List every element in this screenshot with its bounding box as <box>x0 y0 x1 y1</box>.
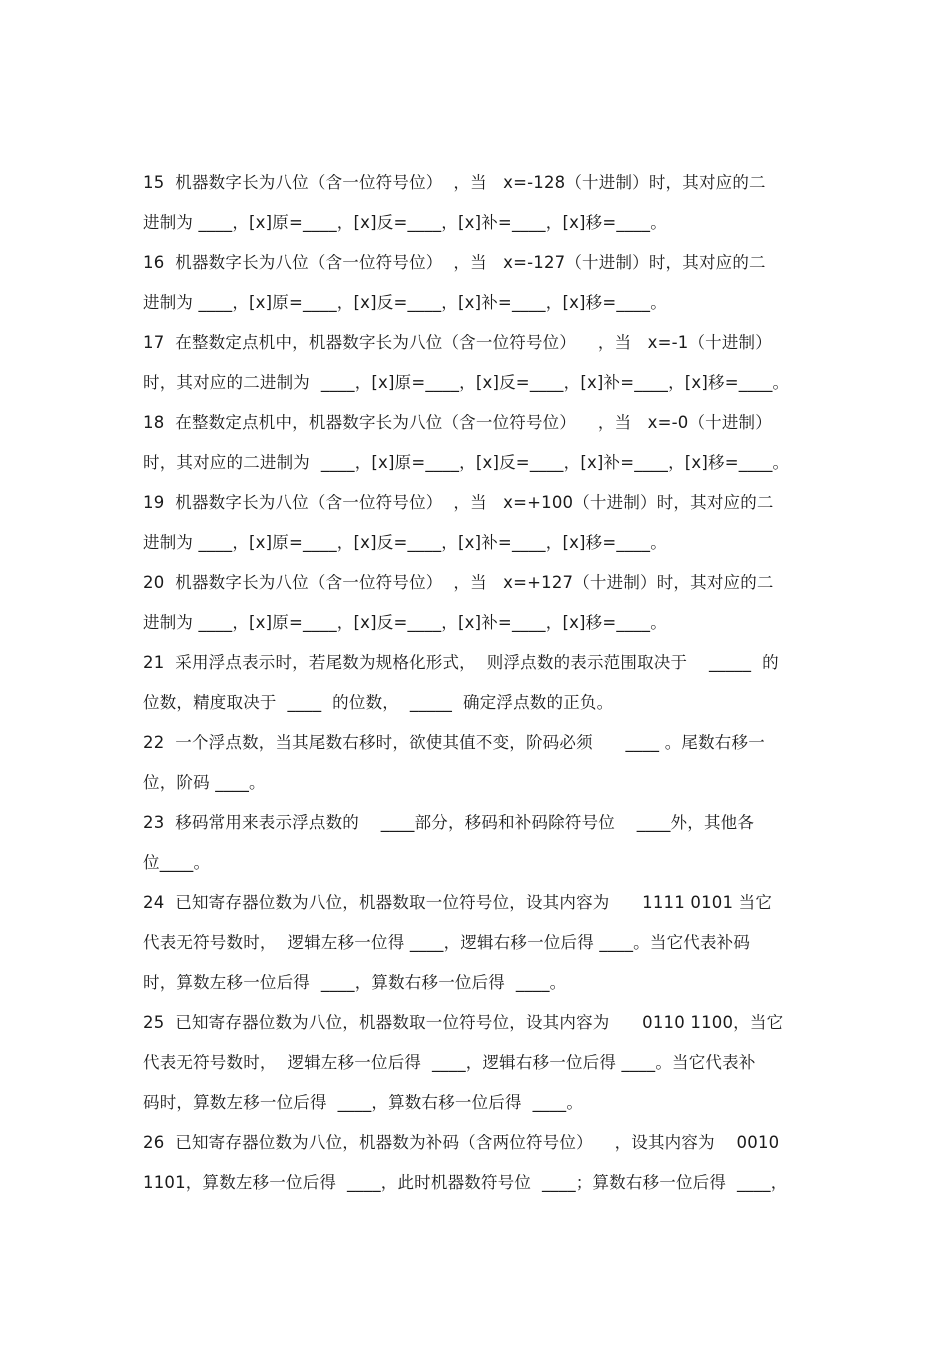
question-20-line-2: 进制为 ____，[x]原=____，[x]反=____，[x]补=____，[x]移=____。 <box>143 613 667 632</box>
question-22-line-2: 位，阶码 ____。 <box>143 773 266 792</box>
question-21-line-1: 21 采用浮点表示时，若尾数为规格化形式， 则浮点数的表示范围取决于 _____ 的 <box>143 653 779 672</box>
question-21-line-2: 位数，精度取决于 ____ 的位数， _____ 确定浮点数的正负。 <box>143 693 614 712</box>
question-25-line-1: 25 已知寄存器位数为八位，机器数取一位符号位，设其内容为 0110 1100，当它 <box>143 1013 784 1032</box>
question-25-line-2: 代表无符号数时， 逻辑左移一位后得 ____，逻辑右移一位后得 ____。当它代表补 <box>143 1053 756 1072</box>
question-18-line-1: 18 在整数定点机中，机器数字长为八位（含一位符号位） ，当 x=-0（十进制） <box>143 413 772 432</box>
question-17-line-1: 17 在整数定点机中，机器数字长为八位（含一位符号位） ，当 x=-1（十进制） <box>143 333 772 352</box>
question-20-line-1: 20 机器数字长为八位（含一位符号位） ，当 x=+127（十进制）时，其对应的二 <box>143 573 774 592</box>
question-17-line-2: 时，其对应的二进制为 ____，[x]原=____，[x]反=____，[x]补=____，[x]移=____。 <box>143 373 790 392</box>
question-15-line-1: 15 机器数字长为八位（含一位符号位） ，当 x=-128（十进制）时，其对应的二 <box>143 173 766 192</box>
question-19-line-1: 19 机器数字长为八位（含一位符号位） ，当 x=+100（十进制）时，其对应的二 <box>143 493 774 512</box>
question-18-line-2: 时，其对应的二进制为 ____，[x]原=____，[x]反=____，[x]补=____，[x]移=____。 <box>143 453 790 472</box>
question-23-line-2: 位____。 <box>143 853 211 872</box>
question-24-line-1: 24 已知寄存器位数为八位，机器数取一位符号位，设其内容为 1111 0101 当它 <box>143 893 773 912</box>
question-15-line-2: 进制为 ____，[x]原=____，[x]反=____，[x]补=____，[x]移=____。 <box>143 213 667 232</box>
question-24-line-2: 代表无符号数时， 逻辑左移一位得 ____，逻辑右移一位后得 ____。当它代表补码 <box>143 933 751 952</box>
question-23-line-1: 23 移码常用来表示浮点数的 ____部分，移码和补码除符号位 ____外，其他各 <box>143 813 755 832</box>
question-24-line-3: 时，算数左移一位后得 ____，算数右移一位后得 ____。 <box>143 973 567 992</box>
question-16-line-2: 进制为 ____，[x]原=____，[x]反=____，[x]补=____，[x]移=____。 <box>143 293 667 312</box>
question-22-line-1: 22 一个浮点数，当其尾数右移时，欲使其值不变，阶码必须 ____ 。尾数右移一 <box>143 733 765 752</box>
question-26-line-1: 26 已知寄存器位数为八位，机器数为补码（含两位符号位） ，设其内容为 0010 <box>143 1133 780 1152</box>
question-16-line-1: 16 机器数字长为八位（含一位符号位） ，当 x=-127（十进制）时，其对应的二 <box>143 253 766 272</box>
question-19-line-2: 进制为 ____，[x]原=____，[x]反=____，[x]补=____，[x]移=____。 <box>143 533 667 552</box>
question-26-line-2: 1101，算数左移一位后得 ____，此时机器数符号位 ____；算数右移一位后得 ____， <box>143 1173 788 1192</box>
question-25-line-3: 码时，算数左移一位后得 ____，算数右移一位后得 ____。 <box>143 1093 584 1112</box>
